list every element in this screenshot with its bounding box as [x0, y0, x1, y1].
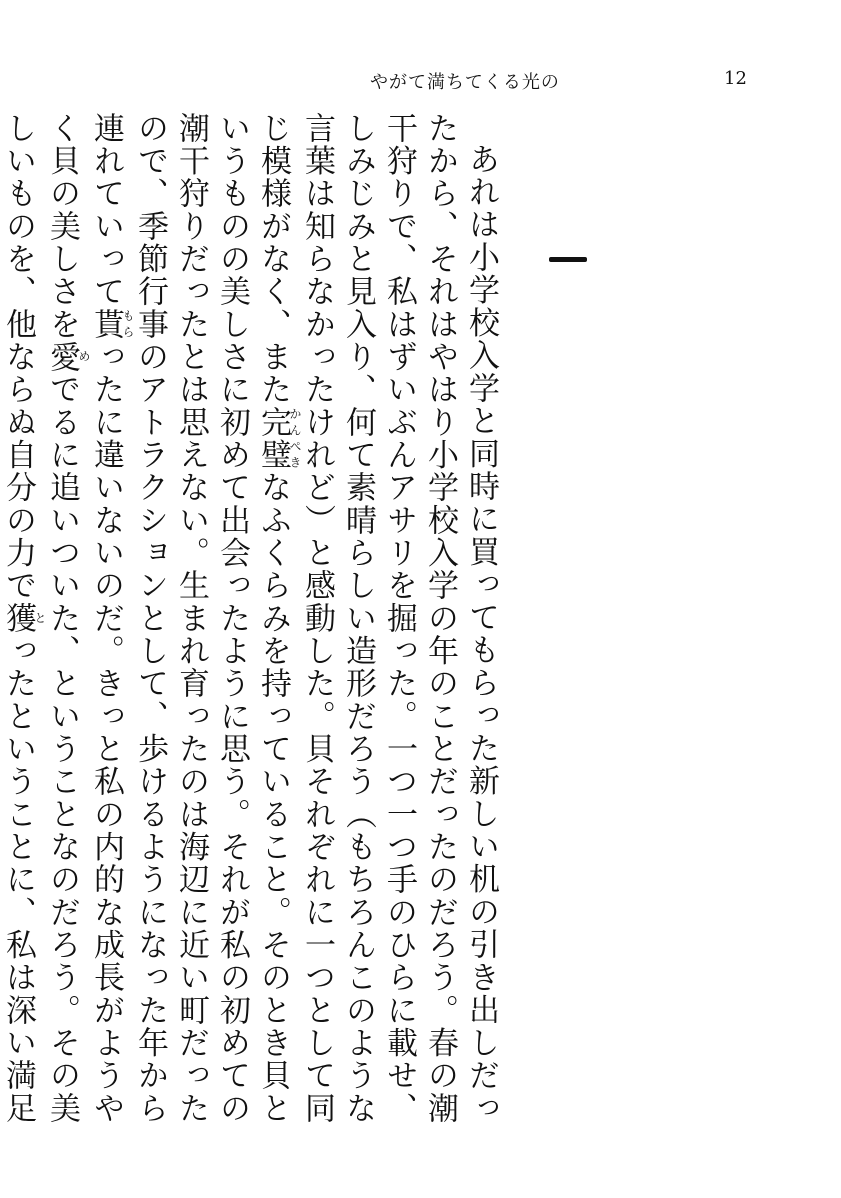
body-text — [0, 112, 501, 1124]
text-run: ったに違いないのだ。きっと私の内的な成長がようやく貝の美しさを — [44, 112, 124, 1125]
chapter-number — [549, 248, 587, 272]
ruby-annotation — [44, 340, 91, 374]
ruby-base: 完璧 — [255, 406, 291, 472]
ruby-annotation — [88, 308, 135, 341]
ruby-reading: と — [33, 602, 47, 634]
ruby-annotation — [255, 406, 302, 472]
text-run: なふくらみを持っていること。そのとき貝というものの美しさに初めて出会ったように思う。それが私の初めての潮干狩りだったとは思えない。生まれ育ったのは海辺に近い町だったので、季節行事のアトラクションとして、歩けるようになった年から連れていって — [88, 112, 291, 1125]
ruby-base: 貰 — [88, 308, 124, 341]
text-run: でるに追いついた、ということなのだろう。その美しいものを、他ならぬ自分の力で — [0, 112, 80, 1125]
ruby-reading: もら — [121, 308, 135, 341]
paragraph — [0, 112, 501, 1124]
ruby-reading: かんぺき — [288, 406, 302, 471]
running-title: やがて満ちてくる光の — [370, 72, 560, 93]
ruby-base: 獲 — [0, 602, 36, 635]
page-number: 12 — [724, 68, 747, 89]
ruby-annotation — [0, 602, 47, 635]
ruby-reading: め — [77, 340, 91, 373]
text-run: ったということに、私は深い満足 — [0, 634, 36, 1125]
chapter-number-stroke — [549, 257, 587, 262]
text-run: あれは小学校入学と同時に買ってもらった新しい机の引き出しだったから、それはやはり小学校入学の年のことだったのだろう。春の潮干狩りで、私はずいぶんアサリを掘った。一つ一つ手のひらに載せ、しみじみと見入り、何て素晴らしい造形だろう（もちろんこのような言葉は知らなかったけれど）と感動した。貝それぞれに一つとして同じ模様がなく、また — [255, 112, 499, 1124]
ruby-base: 愛 — [44, 340, 80, 374]
